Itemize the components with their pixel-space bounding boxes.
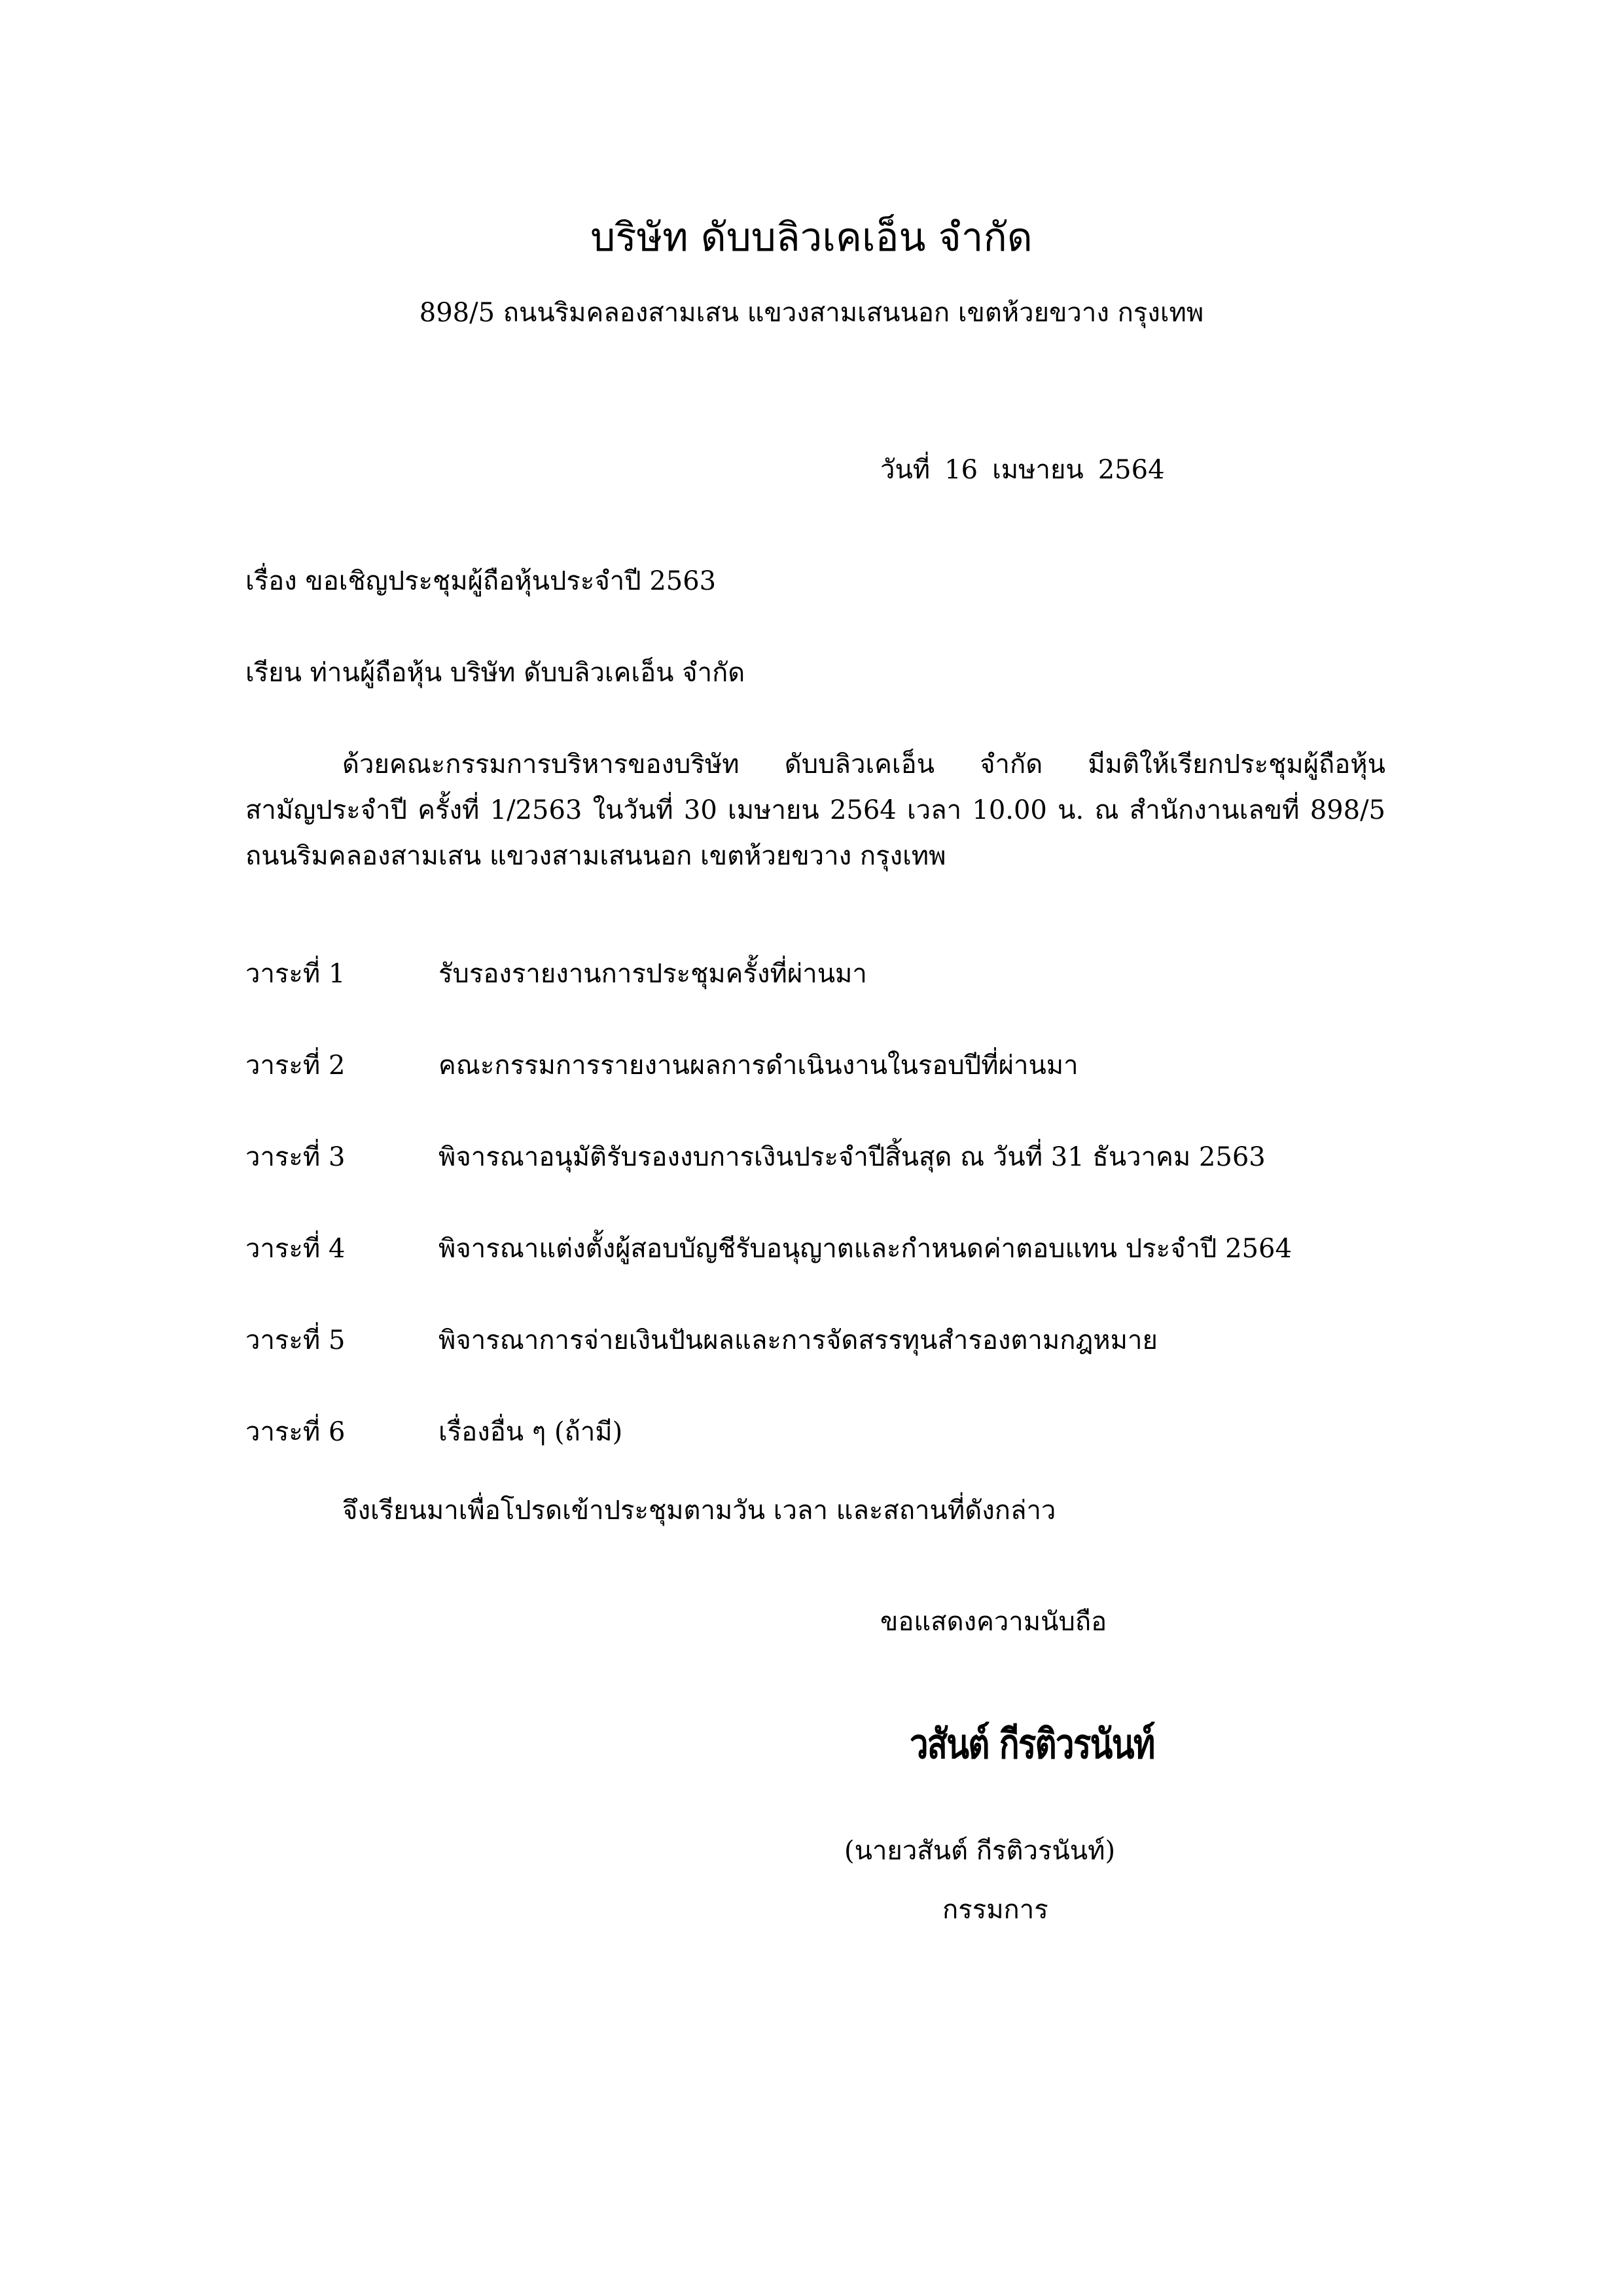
agenda-item	[245, 954, 867, 994]
company-address: 898/5 ถนนริมคลองสามเสน แขวงสามเสนนอก เขตห้วยขวาง กรุงเทพ	[419, 298, 1204, 328]
date-month: เมษายน	[992, 455, 1084, 485]
agenda-text: รับรองรายงานการประชุมครั้งที่ผ่านมา	[438, 959, 867, 989]
agenda-number: วาระที่ 1	[245, 959, 346, 989]
body-line: สามัญประจำปี ครั้งที่ 1/2563 ในวันที่ 30 เมษายน 2564 เวลา 10.00 น. ณ สำนักงานเลขที่ 898/5	[245, 795, 1385, 825]
body-line: ถนนริมคลองสามเสน แขวงสามเสนนอก เขตห้วยขวาง กรุงเทพ	[245, 841, 946, 871]
agenda-item	[245, 1138, 1266, 1177]
agenda-item	[245, 1229, 1292, 1268]
letter-salutation: เรียน ท่านผู้ถือหุ้น บริษัท ดับบลิวเคเอ็น จำกัด	[245, 658, 745, 688]
agenda-item	[245, 1046, 1079, 1085]
company-name: บริษัท ดับบลิวเคเอ็น จำกัด	[590, 215, 1033, 260]
agenda-item	[245, 1412, 622, 1452]
agenda-number: วาระที่ 3	[245, 1142, 346, 1172]
letter-date	[880, 450, 1179, 490]
agenda-text: เรื่องอื่น ๆ (ถ้ามี)	[438, 1417, 623, 1447]
letter-subject: เรื่อง ขอเชิญประชุมผู้ถือหุ้นประจำปี 2563	[245, 566, 717, 596]
signer-name: (นายวสันต์ กีรติวรนันท์)	[844, 1836, 1116, 1866]
closing-sentence: จึงเรียนมาเพื่อโปรดเข้าประชุมตามวัน เวลา และสถานที่ดังกล่าว	[342, 1496, 1056, 1526]
complimentary-close: ขอแสดงความนับถือ	[880, 1607, 1107, 1637]
body-line: ด้วยคณะกรรมการบริหารของบริษัท ดับบลิวเคเอ็น จำกัด มีมติให้เรียกประชุมผู้ถือหุ้น	[342, 749, 1385, 780]
agenda-number: วาระที่ 6	[245, 1417, 346, 1447]
agenda-text: คณะกรรมการรายงานผลการดำเนินงานในรอบปีที่ผ่านมา	[438, 1050, 1079, 1081]
date-year: 2564	[1097, 455, 1165, 485]
date-label: วันที่	[880, 455, 931, 485]
agenda-text: พิจารณาอนุมัติรับรองงบการเงินประจำปีสิ้นสุด ณ วันที่ 31 ธันวาคม 2563	[438, 1142, 1266, 1172]
body-paragraph	[245, 745, 1385, 882]
date-day: 16	[944, 455, 978, 485]
agenda-number: วาระที่ 4	[245, 1234, 346, 1264]
agenda-item	[245, 1321, 1158, 1360]
agenda-text: พิจารณาแต่งตั้งผู้สอบบัญชีรับอนุญาตและกำหนดค่าตอบแทน ประจำปี 2564	[438, 1234, 1292, 1264]
agenda-text: พิจารณาการจ่ายเงินปันผลและการจัดสรรทุนสำรองตามกฎหมาย	[438, 1325, 1158, 1355]
agenda-number: วาระที่ 5	[245, 1325, 346, 1355]
signer-title: กรรมการ	[942, 1895, 1048, 1925]
signature: วสันต์ กีรติวรนันท์	[910, 1720, 1154, 1768]
agenda-number: วาระที่ 2	[245, 1050, 346, 1081]
